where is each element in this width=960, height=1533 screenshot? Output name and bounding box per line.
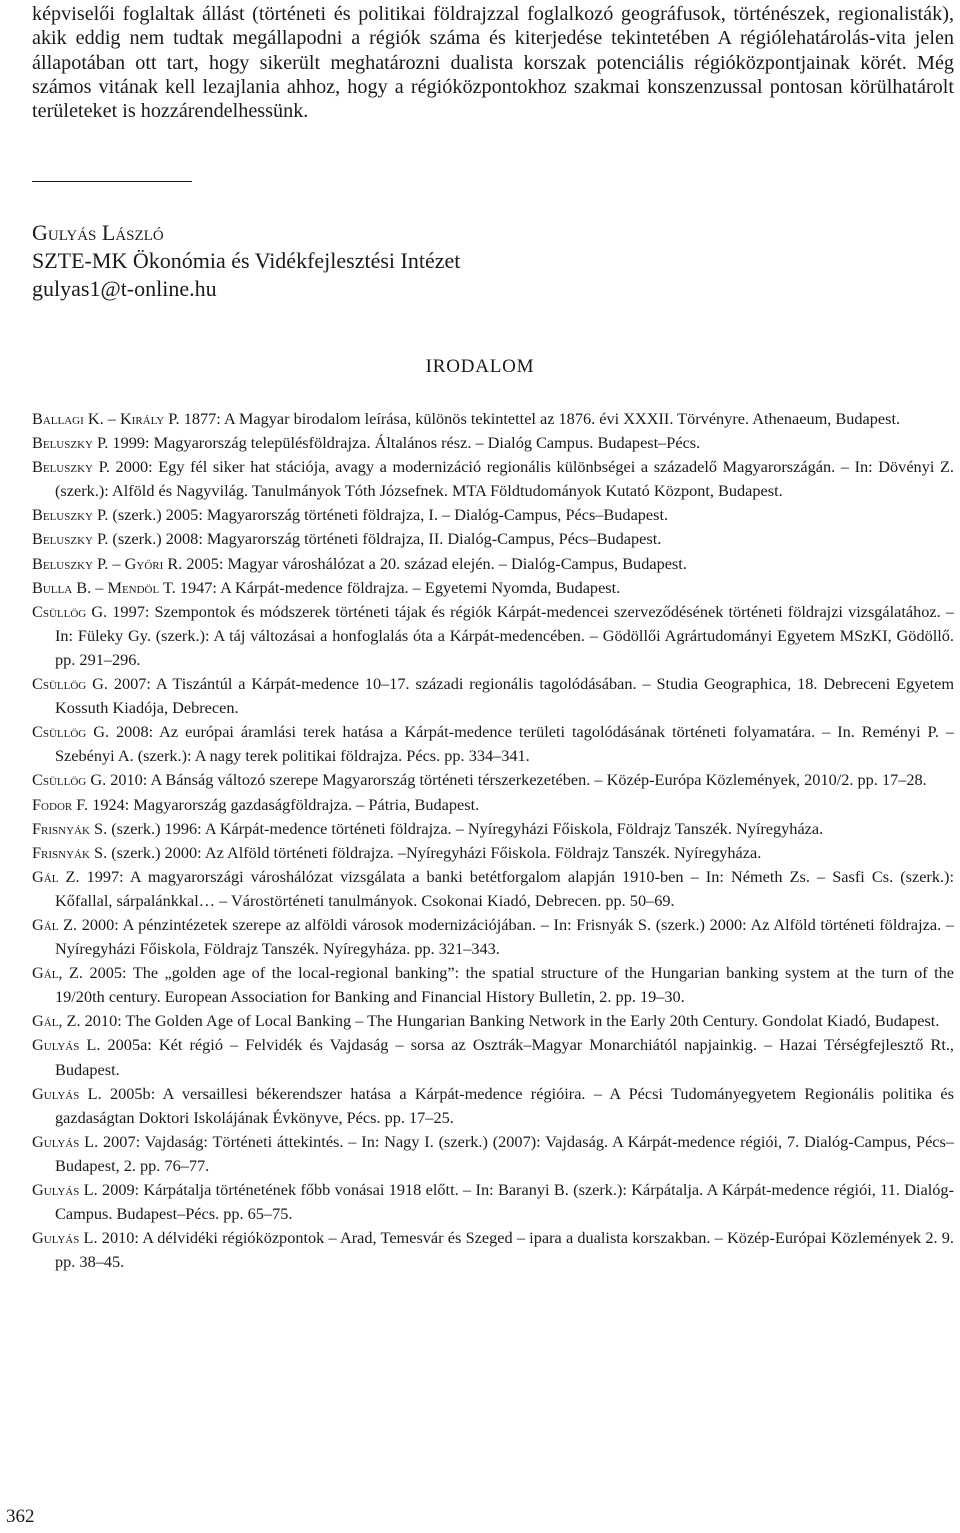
reference-author: Beluszky P.: [32, 433, 109, 453]
reference-entry: [32, 552, 954, 576]
reference-text: 2007: A Tiszántúl a Kárpát-medence 10–17. századi regionális tagolódásában. – Studia Geographica, 18. Debreceni Egyetem Kossuth Kiadója, Debrecen.: [55, 674, 954, 718]
reference-entry: [32, 1033, 954, 1081]
reference-text: 2007: Vajdaság: Történeti áttekintés. – In: Nagy I. (szerk.) (2007): Vajdaság. A Kárpát-medence régiói, 7. Dialóg-Campus, Pécs–Budapest, 2. pp. 76–77.: [55, 1131, 954, 1175]
reference-entry: [32, 793, 954, 817]
author-email: gulyas1@t-online.hu: [32, 276, 217, 301]
reference-text: 2005b: A versaillesi békerendszer hatása a Kárpát-medence régióira. – A Pécsi Tudományegyetem Regionális politika és gazdaságtan Doktori Iskolájának Évkönyve, Pécs. pp. 17–25.: [55, 1083, 954, 1127]
reference-text: 2000: Egy fél siker hat stációja, avagy a modernizáció regionális különbségei a századelő Magyarországán. – In: Dövényi Z. (szerk.): Alföld és Nagyvilág. Tanulmányok Tóth Józsefnek. MTA Földtudományok Kutató Központ, Budapest.: [55, 457, 955, 501]
reference-text: 2010: A délvidéki régióközpontok – Arad, Temesvár és Szeged – ipara a dualista korszakban. – Közép-Európai Közlemények 2. 9. pp. 38–45.: [55, 1228, 955, 1272]
references-list: [32, 407, 954, 1274]
reference-author: Frisnyák S.: [32, 842, 108, 862]
reference-text: 1997: Szempontok és módszerek történeti tájak és régiók Kárpát-medencei szerveződésének történeti földrajzi vizsgálatához. – In: Füleky Gy. (szerk.): A táj változásai a honfoglalás óta a Kárpát-medencében. – Gödöllői Agrártudományi Egyetem MSzKI, Gödöllő. pp. 291–296.: [55, 601, 954, 669]
reference-entry: [32, 865, 954, 913]
reference-entry: [32, 768, 954, 792]
reference-author: Bulla B. – Mendöl T.: [32, 577, 176, 597]
reference-text: 2005: The „golden age of the local-regional banking”: the spatial structure of the Hungarian banking system at the turn of the 19/20th century. European Association for Banking and Financial History Bulletin, 2. pp. 19–30.: [55, 963, 955, 1007]
reference-author: Beluszky P. – Győri R.: [32, 553, 183, 573]
reference-entry: [32, 527, 954, 551]
reference-text: (szerk.) 2005: Magyarország történeti földrajza, I. – Dialóg-Campus, Pécs–Budapest.: [108, 505, 669, 525]
reference-entry: [32, 455, 954, 503]
reference-author: Fodor F.: [32, 794, 89, 814]
reference-author: Csüllög G.: [32, 770, 107, 790]
reference-text: 2010: The Golden Age of Local Banking – The Hungarian Banking Network in the Early 20th Century. Gondolat Kiadó, Budapest.: [80, 1011, 940, 1031]
reference-author: Beluszky P.: [32, 505, 109, 525]
reference-text: 2010: A Bánság változó szerepe Magyarország történeti térszerkezetében. – Közép-Európa Közlemények, 2010/2. pp. 17–28.: [106, 770, 927, 790]
reference-text: 2008: Az európai áramlási terek hatása a Kárpát-medence területi tagolódásának történeti folyamatára. – In. Reményi P. – Szebényi A. (szerk.): A nagy terek politikai földrajza. Pécs. pp. 334–341.: [55, 722, 954, 766]
reference-author: Gál Z.: [32, 866, 80, 886]
reference-entry: [32, 961, 954, 1009]
reference-text: 1999: Magyarország településföldrajza. Általános rész. – Dialóg Campus. Budapest–Pécs.: [108, 433, 701, 453]
reference-author: Gulyás L.: [32, 1035, 101, 1055]
author-block: [32, 219, 732, 303]
reference-author: Gál Z.: [32, 914, 78, 934]
reference-author: Gulyás L.: [32, 1083, 102, 1103]
reference-author: Frisnyák S.: [32, 818, 108, 838]
reference-author: Csüllög G.: [32, 722, 110, 742]
references-heading: IRODALOM: [425, 356, 535, 377]
reference-text: 2005: Magyar városhálózat a 20. század elején. – Dialóg-Campus, Budapest.: [182, 553, 687, 573]
reference-author: Gulyás L.: [32, 1180, 98, 1199]
author-name: Gulyás László: [32, 220, 164, 245]
reference-entry: [32, 407, 954, 431]
intro-text: képviselői foglaltak állást (történeti és politikai földrajzzal foglalkozó geográfusok, történészek, regionalisták), akik eddig nem tudtak megállapodni a régiók száma és kiterjedése tekintetében A régiólehatárolás-vita jelen állapotában ott tart, hogy sikerült meghatározni dualista korszak potenciális régióközpontjainak körét. Még számos vitának kell lezajlania ahhoz, hogy a régióközpontokhoz szakmai konszenzussal pontosan körülhatárolt területeket is hozzárendelhessünk.: [32, 3, 954, 123]
reference-text: (szerk.) 2008: Magyarország történeti földrajza, II. Dialóg-Campus, Pécs–Budapest.: [108, 529, 662, 549]
reference-entry: [32, 1130, 954, 1178]
reference-author: Ballagi K. – Király P.: [32, 409, 180, 428]
reference-text: 1997: A magyarországi városhálózat vizsgálata a banki betétforgalom alapján 1910-ben – In: Németh Zs. – Sasfi Cs. (szerk.): Kőfallal, sárpalánkkal… – Várostörténeti tanulmányok. Csokonai Kiadó, Debrecen. pp. 50–69.: [55, 866, 955, 910]
intro-paragraph: [32, 2, 954, 123]
separator-rule: [32, 181, 192, 182]
reference-entry: [32, 576, 954, 600]
reference-text: 1947: A Kárpát-medence földrajza. – Egyetemi Nyomda, Budapest.: [175, 577, 621, 597]
author-affiliation: SZTE-MK Ökonómia és Vidékfejlesztési Intézet: [32, 248, 461, 273]
reference-text: 1924: Magyarország gazdaságföldrajza. – Pátria, Budapest.: [88, 794, 480, 814]
reference-text: 1877: A Magyar birodalom leírása, különös tekintettel az 1876. évi XXXII. Törvényre. Athenaeum, Budapest.: [179, 409, 901, 428]
reference-entry: [32, 600, 954, 672]
reference-author: Gál, Z.: [32, 963, 83, 983]
reference-entry: [32, 431, 954, 455]
reference-text: 2009: Kárpátalja történetének főbb vonásai 1918 előtt. – In: Baranyi B. (szerk.): Kárpátalja. A Kárpát-medence régiói, 11. Dialóg-Campus. Budapest–Pécs. pp. 65–75.: [55, 1180, 954, 1224]
page-number: 362: [6, 1506, 35, 1527]
reference-entry: [32, 1009, 954, 1033]
reference-entry: [32, 1082, 954, 1130]
reference-author: Gulyás L.: [32, 1131, 99, 1151]
reference-text: (szerk.) 2000: Az Alföld történeti földrajza. –Nyíregyházi Főiskola. Földrajz Tanszék. Nyíregyháza.: [107, 842, 762, 862]
reference-text: (szerk.) 1996: A Kárpát-medence történeti földrajza. – Nyíregyházi Főiskola, Földrajz Tanszék. Nyíregyháza.: [107, 818, 824, 838]
reference-entry: [32, 720, 954, 768]
reference-author: Beluszky P.: [32, 529, 109, 549]
reference-text: 2005a: Két régió – Felvidék és Vajdaság – sorsa az Osztrák–Magyar Monarchiától napjainkig. – Hazai Térségfejlesztő Rt., Budapest.: [55, 1035, 954, 1079]
reference-author: Gulyás L.: [32, 1228, 98, 1248]
reference-entry: [32, 1226, 954, 1274]
reference-entry: [32, 841, 954, 865]
reference-entry: [32, 1178, 954, 1226]
reference-entry: [32, 503, 954, 527]
reference-author: Beluszky P.: [32, 457, 110, 477]
reference-author: Gál, Z.: [32, 1011, 81, 1031]
reference-author: Csüllög G.: [32, 601, 108, 621]
reference-entry: [32, 672, 954, 720]
reference-text: 2000: A pénzintézetek szerepe az alföldi városok modernizációjában. – In: Frisnyák S. (szerk.) 2000: Az Alföld történeti földrajza. –Nyíregyházi Főiskola, Földrajz Tanszék. Nyíregyháza. pp. 321–343.: [55, 914, 954, 959]
reference-author: Csüllög G.: [32, 674, 108, 694]
reference-entry: [32, 817, 954, 841]
reference-entry: [32, 913, 954, 961]
